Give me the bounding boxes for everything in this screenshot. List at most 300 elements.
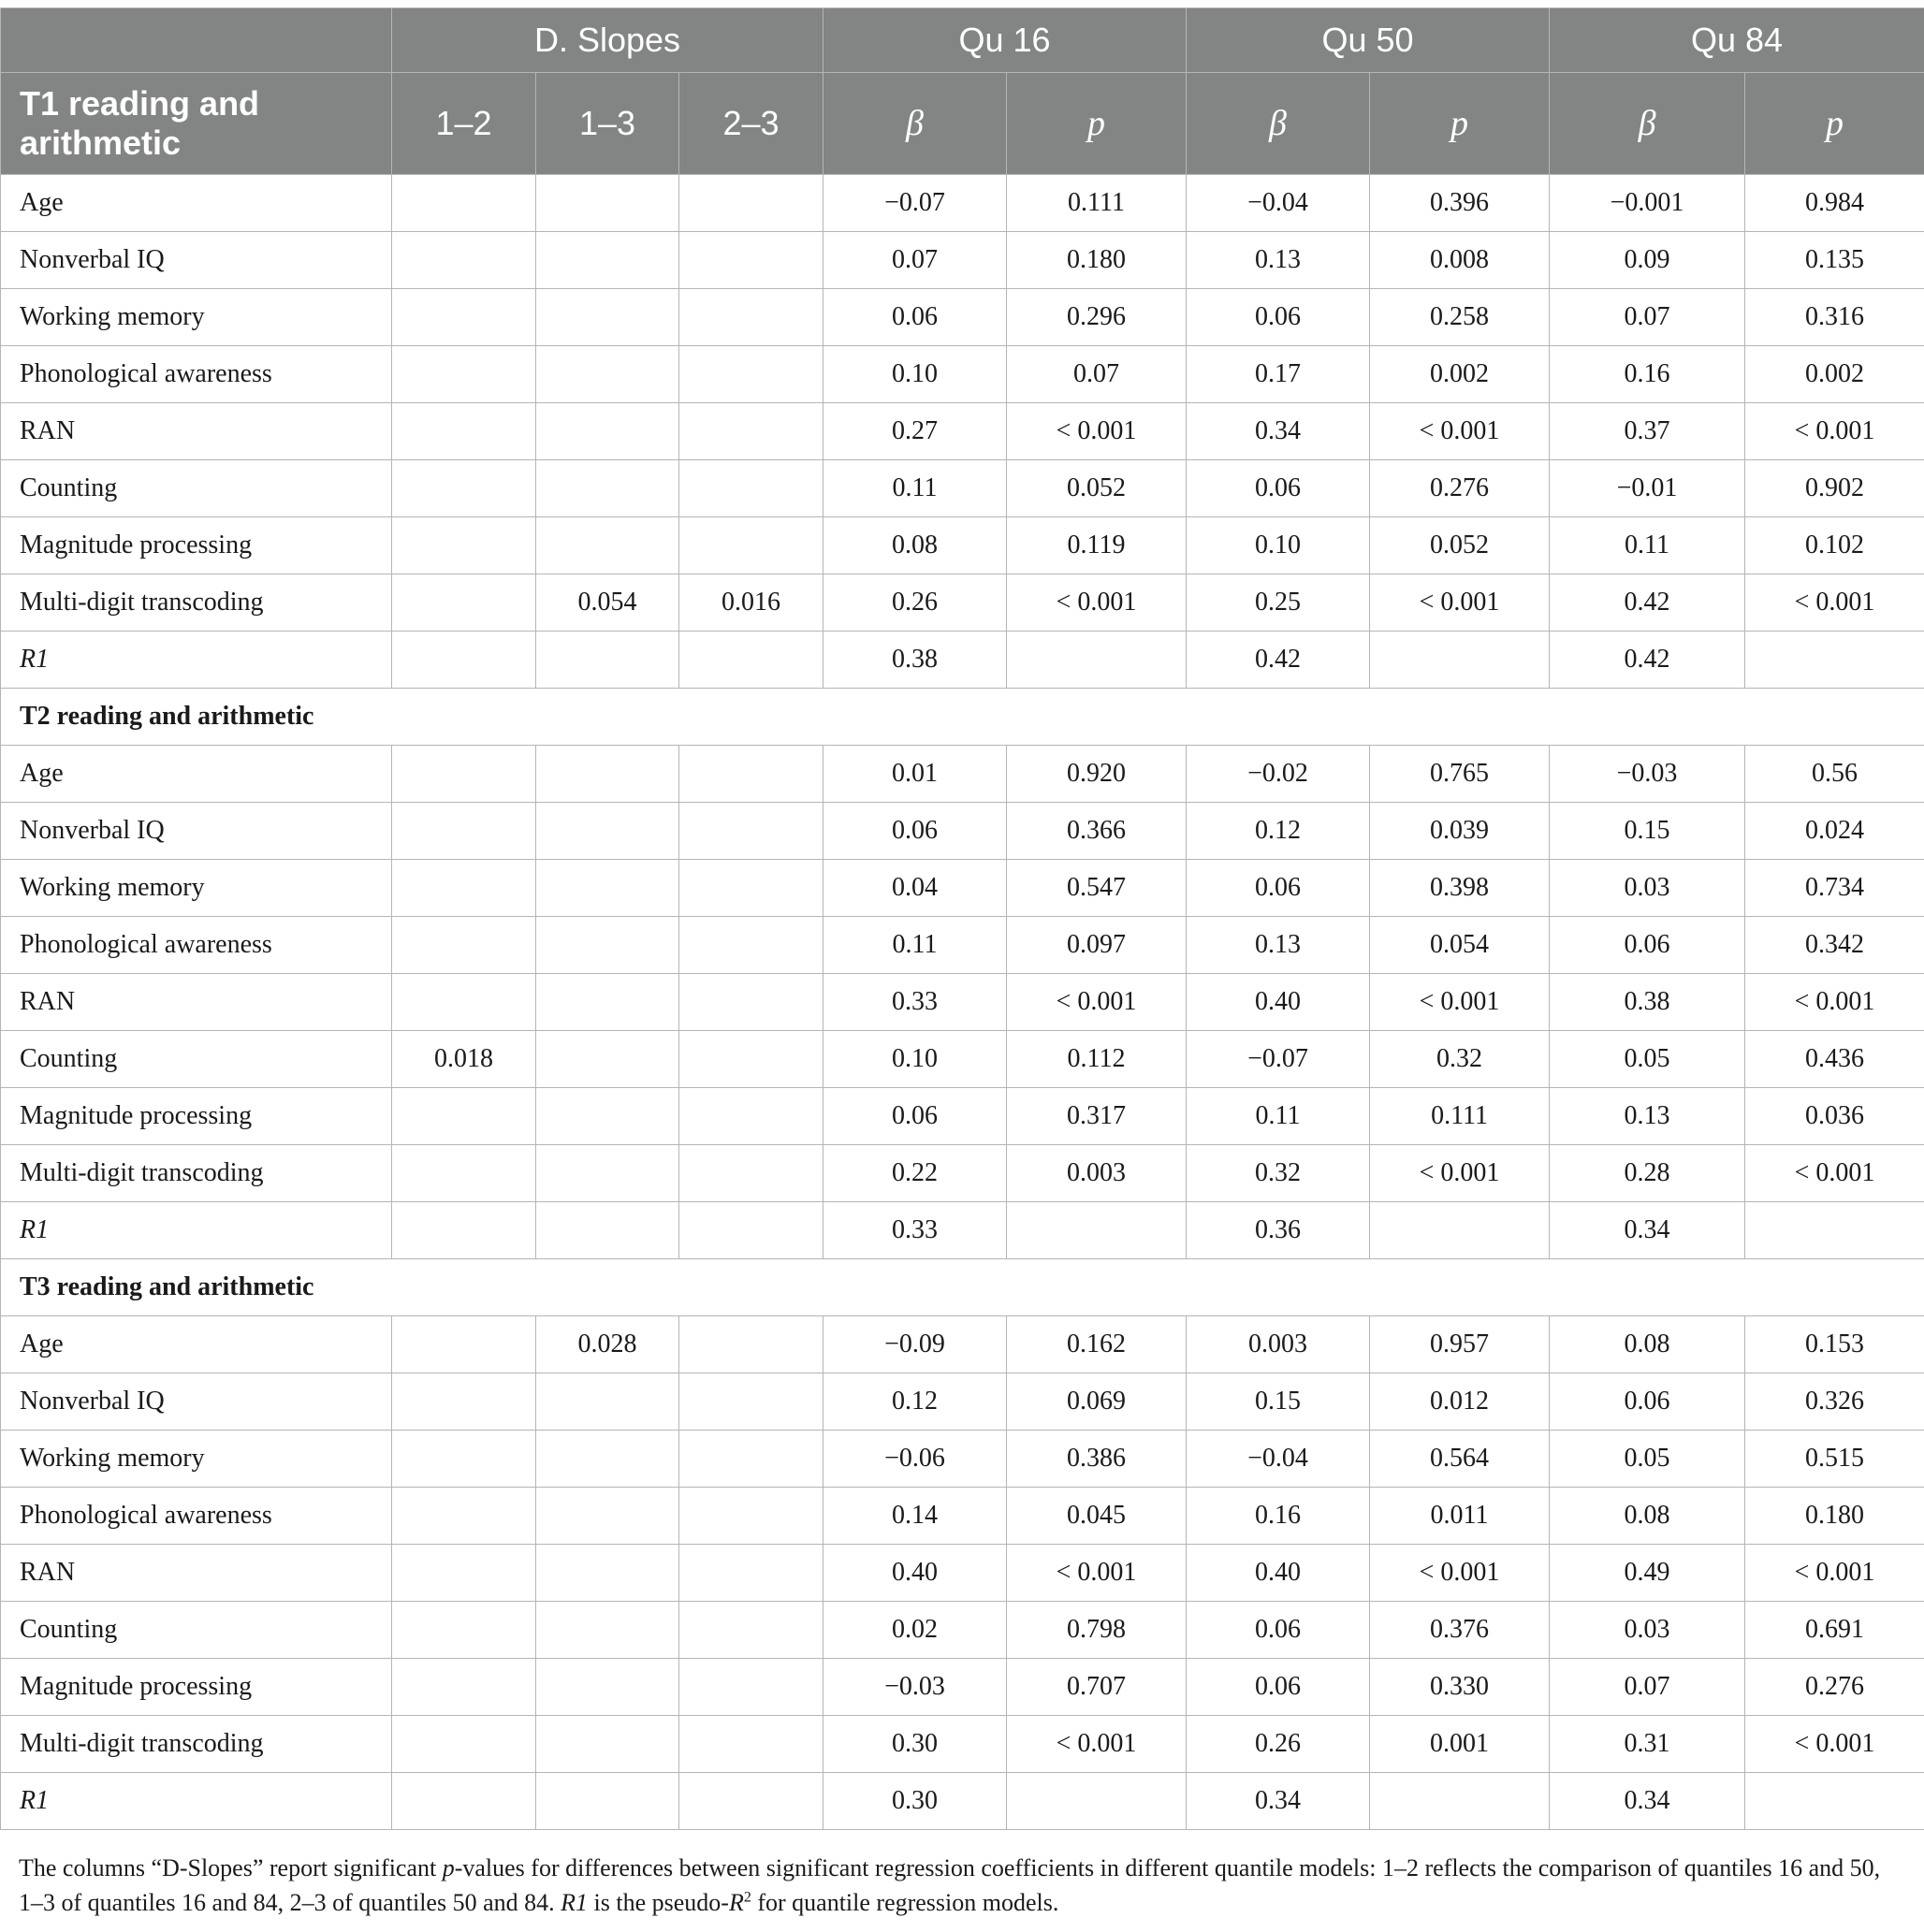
cell-d13 bbox=[536, 1545, 679, 1602]
cell-d13 bbox=[536, 1088, 679, 1145]
cell-d23 bbox=[679, 1716, 824, 1773]
cell-q84p: 0.180 bbox=[1745, 1488, 1924, 1545]
cell-q16b: 0.40 bbox=[824, 1545, 1007, 1602]
cell-q16b: 0.01 bbox=[824, 746, 1007, 803]
cell-d23 bbox=[679, 860, 824, 917]
cell-d13 bbox=[536, 632, 679, 689]
section-header-row bbox=[1, 1259, 1924, 1316]
cell-d23 bbox=[679, 403, 824, 460]
cell-q50p: 0.008 bbox=[1370, 232, 1550, 289]
cell-d13 bbox=[536, 1659, 679, 1716]
cell-q84p: 0.024 bbox=[1745, 803, 1924, 860]
cell-q50p: 0.001 bbox=[1370, 1716, 1550, 1773]
cell-d12 bbox=[392, 574, 536, 632]
cell-d12 bbox=[392, 403, 536, 460]
table-row bbox=[1, 346, 1924, 403]
table-row bbox=[1, 403, 1924, 460]
cell-q16p: 0.547 bbox=[1007, 860, 1187, 917]
cell-d13 bbox=[536, 289, 679, 346]
table-row bbox=[1, 1716, 1924, 1773]
table-row bbox=[1, 974, 1924, 1031]
cell-q84p: 0.135 bbox=[1745, 232, 1924, 289]
header-qu50-p: p bbox=[1370, 73, 1550, 175]
row-label: Magnitude processing bbox=[1, 1088, 392, 1145]
cell-q16b: −0.09 bbox=[824, 1316, 1007, 1373]
cell-d23 bbox=[679, 232, 824, 289]
cell-d23 bbox=[679, 803, 824, 860]
row-label: Multi-digit transcoding bbox=[1, 1716, 392, 1773]
cell-q16p: 0.386 bbox=[1007, 1431, 1187, 1488]
cell-q16b: 0.02 bbox=[824, 1602, 1007, 1659]
cell-d13 bbox=[536, 803, 679, 860]
cell-d23 bbox=[679, 974, 824, 1031]
cell-q16p: 0.112 bbox=[1007, 1031, 1187, 1088]
cell-d23: 0.016 bbox=[679, 574, 824, 632]
cell-q84p: < 0.001 bbox=[1745, 974, 1924, 1031]
cell-q84b: −0.001 bbox=[1550, 175, 1745, 232]
header-col-1-2: 1–2 bbox=[392, 73, 536, 175]
cell-q50b: −0.04 bbox=[1187, 175, 1370, 232]
cell-q84b: 0.13 bbox=[1550, 1088, 1745, 1145]
cell-q50b: 0.11 bbox=[1187, 1088, 1370, 1145]
cell-d12 bbox=[392, 974, 536, 1031]
cell-q16b: 0.12 bbox=[824, 1373, 1007, 1431]
row-label: Age bbox=[1, 1316, 392, 1373]
cell-q16p: 0.119 bbox=[1007, 517, 1187, 574]
cell-q84p: 0.515 bbox=[1745, 1431, 1924, 1488]
cell-q16b: 0.10 bbox=[824, 1031, 1007, 1088]
footnote-p: p bbox=[442, 1854, 455, 1881]
table-row bbox=[1, 289, 1924, 346]
cell-q84p: 0.326 bbox=[1745, 1373, 1924, 1431]
cell-d13 bbox=[536, 1202, 679, 1259]
cell-q16p bbox=[1007, 632, 1187, 689]
cell-d12 bbox=[392, 1545, 536, 1602]
cell-q84b: 0.37 bbox=[1550, 403, 1745, 460]
cell-d23 bbox=[679, 460, 824, 517]
cell-q84p: 0.276 bbox=[1745, 1659, 1924, 1716]
row-label: Multi-digit transcoding bbox=[1, 574, 392, 632]
cell-q50b: 0.32 bbox=[1187, 1145, 1370, 1202]
cell-q84b: 0.38 bbox=[1550, 974, 1745, 1031]
cell-q84p: 0.56 bbox=[1745, 746, 1924, 803]
cell-q50b: −0.07 bbox=[1187, 1031, 1370, 1088]
cell-q16b: −0.06 bbox=[824, 1431, 1007, 1488]
cell-q84b: 0.31 bbox=[1550, 1716, 1745, 1773]
cell-q16b: 0.06 bbox=[824, 289, 1007, 346]
cell-d23 bbox=[679, 1202, 824, 1259]
cell-d12 bbox=[392, 346, 536, 403]
cell-d23 bbox=[679, 917, 824, 974]
cell-d12 bbox=[392, 1431, 536, 1488]
table-row bbox=[1, 746, 1924, 803]
footnote-part1: The columns “D-Slopes” report significant bbox=[19, 1854, 443, 1881]
cell-q50p: < 0.001 bbox=[1370, 403, 1550, 460]
row-label: Working memory bbox=[1, 289, 392, 346]
cell-d13 bbox=[536, 232, 679, 289]
section-title: T2 reading and arithmetic bbox=[1, 689, 1924, 746]
cell-d13 bbox=[536, 517, 679, 574]
cell-q50b: 0.16 bbox=[1187, 1488, 1370, 1545]
cell-q50p: 0.957 bbox=[1370, 1316, 1550, 1373]
cell-q16p: < 0.001 bbox=[1007, 1545, 1187, 1602]
row-label: RAN bbox=[1, 974, 392, 1031]
cell-q50b: 0.13 bbox=[1187, 917, 1370, 974]
cell-q50p: 0.258 bbox=[1370, 289, 1550, 346]
cell-q50b: −0.04 bbox=[1187, 1431, 1370, 1488]
header-col-1-3: 1–3 bbox=[536, 73, 679, 175]
cell-q84p bbox=[1745, 1773, 1924, 1830]
cell-q84b: 0.49 bbox=[1550, 1545, 1745, 1602]
cell-d13 bbox=[536, 346, 679, 403]
header-qu84: Qu 84 bbox=[1550, 8, 1924, 73]
cell-q84b: 0.11 bbox=[1550, 517, 1745, 574]
cell-d23 bbox=[679, 1773, 824, 1830]
cell-q16p: 0.07 bbox=[1007, 346, 1187, 403]
cell-d23 bbox=[679, 1488, 824, 1545]
cell-q84p: 0.102 bbox=[1745, 517, 1924, 574]
cell-q16b: 0.11 bbox=[824, 917, 1007, 974]
cell-q84p: 0.153 bbox=[1745, 1316, 1924, 1373]
cell-q50b: 0.12 bbox=[1187, 803, 1370, 860]
cell-q16b: 0.06 bbox=[824, 1088, 1007, 1145]
header-blank-cell bbox=[1, 8, 392, 73]
cell-d12 bbox=[392, 917, 536, 974]
cell-q84p: < 0.001 bbox=[1745, 1545, 1924, 1602]
cell-d23 bbox=[679, 746, 824, 803]
cell-q16p: 0.097 bbox=[1007, 917, 1187, 974]
table-row bbox=[1, 803, 1924, 860]
cell-q84p: 0.316 bbox=[1745, 289, 1924, 346]
cell-d12 bbox=[392, 175, 536, 232]
cell-q84b: 0.06 bbox=[1550, 1373, 1745, 1431]
cell-q50p: 0.011 bbox=[1370, 1488, 1550, 1545]
cell-q50b: 0.36 bbox=[1187, 1202, 1370, 1259]
cell-d12 bbox=[392, 517, 536, 574]
cell-q84b: 0.16 bbox=[1550, 346, 1745, 403]
cell-q84b: 0.07 bbox=[1550, 1659, 1745, 1716]
table-row bbox=[1, 1202, 1924, 1259]
cell-d23 bbox=[679, 1088, 824, 1145]
row-label: Nonverbal IQ bbox=[1, 232, 392, 289]
cell-d12 bbox=[392, 1316, 536, 1373]
table-row bbox=[1, 632, 1924, 689]
cell-q50p: 0.111 bbox=[1370, 1088, 1550, 1145]
cell-q50p: 0.054 bbox=[1370, 917, 1550, 974]
cell-d12 bbox=[392, 803, 536, 860]
row-label: R1 bbox=[1, 632, 392, 689]
header-qu50-beta: β bbox=[1187, 73, 1370, 175]
cell-d12 bbox=[392, 1145, 536, 1202]
cell-q16p: 0.180 bbox=[1007, 232, 1187, 289]
cell-d13 bbox=[536, 1431, 679, 1488]
cell-q84b: 0.09 bbox=[1550, 232, 1745, 289]
cell-q16b: 0.38 bbox=[824, 632, 1007, 689]
cell-q84b: 0.34 bbox=[1550, 1202, 1745, 1259]
cell-q50p: 0.765 bbox=[1370, 746, 1550, 803]
cell-q50p: < 0.001 bbox=[1370, 1545, 1550, 1602]
cell-q16p bbox=[1007, 1202, 1187, 1259]
cell-q84p: 0.036 bbox=[1745, 1088, 1924, 1145]
table-footnote bbox=[19, 1851, 1909, 1920]
table-row bbox=[1, 1088, 1924, 1145]
cell-q16p: < 0.001 bbox=[1007, 403, 1187, 460]
results-table bbox=[0, 7, 1924, 1830]
cell-q16p: 0.707 bbox=[1007, 1659, 1187, 1716]
row-label: Age bbox=[1, 175, 392, 232]
cell-q84p: 0.436 bbox=[1745, 1031, 1924, 1088]
row-label: Working memory bbox=[1, 1431, 392, 1488]
cell-q50b: 0.34 bbox=[1187, 403, 1370, 460]
table-row bbox=[1, 175, 1924, 232]
cell-d12 bbox=[392, 1488, 536, 1545]
cell-d12 bbox=[392, 1716, 536, 1773]
footnote-part2: -values for differences between significant regression coefficients in different quantile models: 1–2 reflects the comparison of quantiles 16 and 50, 1–3 of quantiles 16 and 84, 2–3 of quantiles 50 and 84. bbox=[19, 1854, 1881, 1916]
cell-q16b: 0.27 bbox=[824, 403, 1007, 460]
cell-d12 bbox=[392, 1773, 536, 1830]
cell-d13 bbox=[536, 403, 679, 460]
cell-q50b: 0.42 bbox=[1187, 632, 1370, 689]
cell-q50p: < 0.001 bbox=[1370, 1145, 1550, 1202]
cell-q84b: 0.15 bbox=[1550, 803, 1745, 860]
row-label: Working memory bbox=[1, 860, 392, 917]
cell-d13 bbox=[536, 175, 679, 232]
cell-d23 bbox=[679, 1373, 824, 1431]
row-label: Nonverbal IQ bbox=[1, 1373, 392, 1431]
footnote-r: R bbox=[728, 1889, 744, 1916]
cell-q50b: −0.02 bbox=[1187, 746, 1370, 803]
cell-q50p: 0.32 bbox=[1370, 1031, 1550, 1088]
cell-q84p: 0.984 bbox=[1745, 175, 1924, 232]
section-header-row bbox=[1, 689, 1924, 746]
cell-d13 bbox=[536, 1716, 679, 1773]
cell-d13 bbox=[536, 1373, 679, 1431]
cell-q84b: 0.03 bbox=[1550, 860, 1745, 917]
cell-q50b: 0.06 bbox=[1187, 460, 1370, 517]
cell-q50p: < 0.001 bbox=[1370, 974, 1550, 1031]
cell-q84b: 0.08 bbox=[1550, 1488, 1745, 1545]
table-row bbox=[1, 1373, 1924, 1431]
cell-q50p bbox=[1370, 1773, 1550, 1830]
cell-q84b: 0.34 bbox=[1550, 1773, 1745, 1830]
cell-q50b: 0.40 bbox=[1187, 974, 1370, 1031]
cell-q50p: 0.564 bbox=[1370, 1431, 1550, 1488]
footnote-r1: R1 bbox=[561, 1889, 589, 1916]
cell-q16b: −0.03 bbox=[824, 1659, 1007, 1716]
cell-d12 bbox=[392, 746, 536, 803]
cell-q16p: 0.162 bbox=[1007, 1316, 1187, 1373]
cell-d23 bbox=[679, 1602, 824, 1659]
cell-q84b: 0.06 bbox=[1550, 917, 1745, 974]
cell-d12 bbox=[392, 289, 536, 346]
cell-q50p: 0.002 bbox=[1370, 346, 1550, 403]
cell-q50p: 0.039 bbox=[1370, 803, 1550, 860]
footnote-part4: for quantile regression models. bbox=[751, 1889, 1059, 1916]
table-row bbox=[1, 860, 1924, 917]
cell-q16p: 0.111 bbox=[1007, 175, 1187, 232]
table-row bbox=[1, 1488, 1924, 1545]
row-label: R1 bbox=[1, 1202, 392, 1259]
cell-d12 bbox=[392, 1202, 536, 1259]
cell-d13 bbox=[536, 1602, 679, 1659]
table-row bbox=[1, 1431, 1924, 1488]
cell-d23 bbox=[679, 1659, 824, 1716]
cell-d23 bbox=[679, 346, 824, 403]
cell-q16p: 0.052 bbox=[1007, 460, 1187, 517]
cell-q16b: 0.33 bbox=[824, 1202, 1007, 1259]
header-t1-title: T1 reading and arithmetic bbox=[1, 73, 392, 175]
cell-q84p: < 0.001 bbox=[1745, 1145, 1924, 1202]
cell-q84p: 0.691 bbox=[1745, 1602, 1924, 1659]
cell-q16p: 0.366 bbox=[1007, 803, 1187, 860]
cell-q50p: 0.396 bbox=[1370, 175, 1550, 232]
cell-q50b: 0.17 bbox=[1187, 346, 1370, 403]
table-row bbox=[1, 232, 1924, 289]
table-row bbox=[1, 1316, 1924, 1373]
cell-q16b: 0.10 bbox=[824, 346, 1007, 403]
row-label: Nonverbal IQ bbox=[1, 803, 392, 860]
cell-d13 bbox=[536, 860, 679, 917]
cell-q16b: 0.30 bbox=[824, 1716, 1007, 1773]
cell-d23 bbox=[679, 632, 824, 689]
cell-q84p bbox=[1745, 632, 1924, 689]
cell-q16p bbox=[1007, 1773, 1187, 1830]
cell-q50b: 0.06 bbox=[1187, 860, 1370, 917]
cell-q16b: 0.11 bbox=[824, 460, 1007, 517]
cell-q84p: < 0.001 bbox=[1745, 1716, 1924, 1773]
cell-d12 bbox=[392, 860, 536, 917]
cell-d12 bbox=[392, 460, 536, 517]
cell-q84p: < 0.001 bbox=[1745, 574, 1924, 632]
cell-q84b: 0.08 bbox=[1550, 1316, 1745, 1373]
cell-q16b: 0.14 bbox=[824, 1488, 1007, 1545]
cell-q84p bbox=[1745, 1202, 1924, 1259]
section-title: T3 reading and arithmetic bbox=[1, 1259, 1924, 1316]
cell-q84b: 0.07 bbox=[1550, 289, 1745, 346]
table-row bbox=[1, 1602, 1924, 1659]
header-col-2-3: 2–3 bbox=[679, 73, 824, 175]
cell-d12 bbox=[392, 1602, 536, 1659]
cell-d23 bbox=[679, 1431, 824, 1488]
cell-q50b: 0.13 bbox=[1187, 232, 1370, 289]
cell-q16p: 0.069 bbox=[1007, 1373, 1187, 1431]
cell-q50b: 0.10 bbox=[1187, 517, 1370, 574]
cell-d23 bbox=[679, 1031, 824, 1088]
cell-q16p: 0.798 bbox=[1007, 1602, 1187, 1659]
cell-q84p: < 0.001 bbox=[1745, 403, 1924, 460]
table-row bbox=[1, 1545, 1924, 1602]
row-label: RAN bbox=[1, 1545, 392, 1602]
cell-q50p: 0.398 bbox=[1370, 860, 1550, 917]
row-label: Counting bbox=[1, 1602, 392, 1659]
row-label: Counting bbox=[1, 1031, 392, 1088]
cell-q84b: 0.28 bbox=[1550, 1145, 1745, 1202]
cell-q50p: < 0.001 bbox=[1370, 574, 1550, 632]
cell-q16p: < 0.001 bbox=[1007, 574, 1187, 632]
table-header bbox=[1, 8, 1924, 175]
footnote-sup: 2 bbox=[743, 1889, 751, 1906]
header-qu16: Qu 16 bbox=[824, 8, 1187, 73]
cell-d13: 0.054 bbox=[536, 574, 679, 632]
cell-q50p: 0.052 bbox=[1370, 517, 1550, 574]
table-row bbox=[1, 1659, 1924, 1716]
header-qu84-beta: β bbox=[1550, 73, 1745, 175]
row-label: Age bbox=[1, 746, 392, 803]
cell-q50p bbox=[1370, 1202, 1550, 1259]
row-label: Magnitude processing bbox=[1, 517, 392, 574]
table-row bbox=[1, 1145, 1924, 1202]
cell-d23 bbox=[679, 1545, 824, 1602]
row-label: Counting bbox=[1, 460, 392, 517]
cell-d13 bbox=[536, 917, 679, 974]
cell-q16p: 0.003 bbox=[1007, 1145, 1187, 1202]
cell-q50b: 0.06 bbox=[1187, 289, 1370, 346]
table-row bbox=[1, 460, 1924, 517]
header-group-row bbox=[1, 8, 1924, 73]
header-qu50: Qu 50 bbox=[1187, 8, 1550, 73]
cell-d13: 0.028 bbox=[536, 1316, 679, 1373]
cell-q16p: < 0.001 bbox=[1007, 974, 1187, 1031]
cell-q50p: 0.012 bbox=[1370, 1373, 1550, 1431]
cell-q50b: 0.26 bbox=[1187, 1716, 1370, 1773]
row-label: Phonological awareness bbox=[1, 1488, 392, 1545]
cell-q16b: 0.33 bbox=[824, 974, 1007, 1031]
cell-q16b: 0.04 bbox=[824, 860, 1007, 917]
cell-q16p: < 0.001 bbox=[1007, 1716, 1187, 1773]
cell-q84b: 0.03 bbox=[1550, 1602, 1745, 1659]
cell-q50p bbox=[1370, 632, 1550, 689]
cell-q50p: 0.276 bbox=[1370, 460, 1550, 517]
cell-q16p: 0.920 bbox=[1007, 746, 1187, 803]
cell-q16b: 0.26 bbox=[824, 574, 1007, 632]
cell-q84b: 0.05 bbox=[1550, 1431, 1745, 1488]
table-row bbox=[1, 517, 1924, 574]
cell-q16b: 0.22 bbox=[824, 1145, 1007, 1202]
cell-q16b: 0.07 bbox=[824, 232, 1007, 289]
table-row bbox=[1, 574, 1924, 632]
cell-q16b: 0.30 bbox=[824, 1773, 1007, 1830]
cell-q84p: 0.734 bbox=[1745, 860, 1924, 917]
header-qu84-p: p bbox=[1745, 73, 1924, 175]
header-sub-row bbox=[1, 73, 1924, 175]
cell-d13 bbox=[536, 1488, 679, 1545]
row-label: RAN bbox=[1, 403, 392, 460]
cell-q16b: −0.07 bbox=[824, 175, 1007, 232]
cell-d23 bbox=[679, 1145, 824, 1202]
cell-d13 bbox=[536, 460, 679, 517]
cell-q84b: 0.42 bbox=[1550, 574, 1745, 632]
table-row bbox=[1, 917, 1924, 974]
cell-d13 bbox=[536, 1031, 679, 1088]
row-label: Phonological awareness bbox=[1, 917, 392, 974]
cell-d12: 0.018 bbox=[392, 1031, 536, 1088]
cell-q84b: −0.03 bbox=[1550, 746, 1745, 803]
header-dslopes: D. Slopes bbox=[392, 8, 824, 73]
cell-q84p: 0.342 bbox=[1745, 917, 1924, 974]
cell-d13 bbox=[536, 1145, 679, 1202]
cell-d12 bbox=[392, 1373, 536, 1431]
cell-q16b: 0.06 bbox=[824, 803, 1007, 860]
cell-d23 bbox=[679, 1316, 824, 1373]
cell-q84b: 0.05 bbox=[1550, 1031, 1745, 1088]
cell-q50p: 0.330 bbox=[1370, 1659, 1550, 1716]
cell-d12 bbox=[392, 232, 536, 289]
cell-q16p: 0.045 bbox=[1007, 1488, 1187, 1545]
cell-d23 bbox=[679, 517, 824, 574]
cell-d23 bbox=[679, 289, 824, 346]
cell-q50b: 0.25 bbox=[1187, 574, 1370, 632]
row-label: Multi-digit transcoding bbox=[1, 1145, 392, 1202]
